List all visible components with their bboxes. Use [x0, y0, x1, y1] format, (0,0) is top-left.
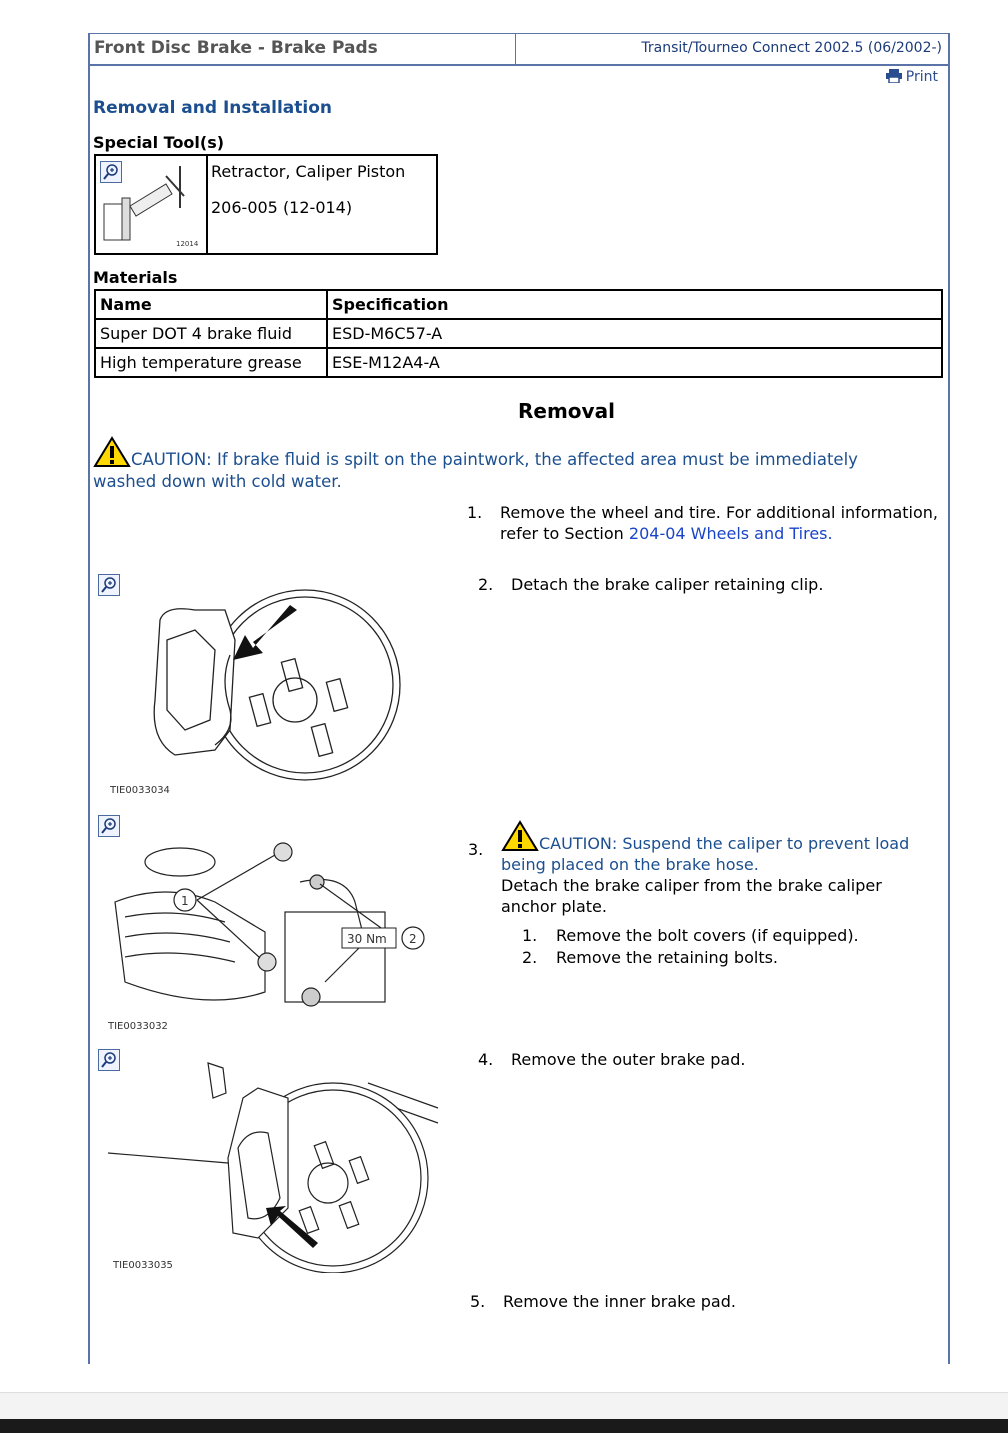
removal-heading: Removal — [518, 399, 615, 423]
print-label: Print — [905, 69, 938, 85]
step-number-1: 1. — [467, 503, 483, 522]
wheels-tires-link[interactable]: 204-04 Wheels and Tires — [628, 524, 828, 543]
bottom-bar — [0, 1392, 1008, 1433]
caution-text: CAUTION: If brake fluid is spilt on the paintwork, the affected area must be immediately washed down with cold water. — [93, 450, 858, 491]
step-2-text: Detach the brake caliper retaining clip. — [511, 575, 824, 594]
materials-heading: Materials — [93, 268, 178, 287]
substep-text: Remove the retaining bolts. — [556, 948, 779, 967]
tool-name: Retractor, Caliper Piston — [211, 162, 406, 181]
step-3 — [501, 820, 921, 917]
callout-1: 1 — [181, 894, 189, 908]
warning-icon — [501, 820, 539, 852]
caliper-clip-illustration — [105, 580, 405, 800]
step-4-text: Remove the outer brake pad. — [511, 1050, 746, 1069]
special-tools-table — [94, 154, 438, 255]
step-1-text: Remove the wheel and tire. For additional information, refer to Section — [500, 503, 939, 543]
step-number-2: 2. — [478, 575, 494, 594]
table-header-row — [95, 290, 942, 319]
document-title: Front Disc Brake - Brake Pads — [88, 33, 516, 64]
printer-icon — [886, 69, 902, 83]
table-row — [95, 319, 942, 348]
material-name: Super DOT 4 brake fluid — [95, 319, 327, 348]
tool-image-label: 12014 — [176, 240, 199, 248]
column-header-name: Name — [95, 290, 327, 319]
figure-label-2: TIE0033032 — [108, 1021, 168, 1032]
vehicle-model: Transit/Tourneo Connect 2002.5 (06/2002-) — [641, 40, 942, 56]
warning-icon — [93, 436, 131, 468]
tool-number: 206-005 (12-014) — [211, 198, 353, 217]
step-number-5: 5. — [470, 1292, 486, 1311]
step-3-text: Detach the brake caliper from the brake caliper anchor plate. — [501, 876, 882, 916]
tool-image — [96, 156, 208, 253]
substep-text: Remove the bolt covers (if equipped). — [556, 926, 859, 945]
table-row — [95, 348, 942, 377]
substep-number: 1. — [522, 926, 538, 945]
material-spec: ESD-M6C57-A — [327, 319, 942, 348]
step-5-text: Remove the inner brake pad. — [503, 1292, 736, 1311]
substep-number: 2. — [522, 948, 538, 967]
taskbar-strip — [0, 1419, 1008, 1433]
column-header-specification: Specification — [327, 290, 942, 319]
caution-caliper — [501, 820, 921, 875]
outer-pad-illustration — [108, 1058, 443, 1273]
material-name: High temperature grease — [95, 348, 327, 377]
torque-label: 30 Nm — [347, 932, 387, 946]
section-title: Removal and Installation — [93, 98, 332, 118]
figure-label-1: TIE0033034 — [110, 785, 170, 796]
materials-table — [94, 289, 943, 378]
step-number-3: 3. — [468, 840, 484, 859]
special-tools-heading: Special Tool(s) — [93, 133, 225, 152]
step-1 — [500, 502, 940, 544]
step-number-4: 4. — [478, 1050, 494, 1069]
caliper-retractor-illustration — [96, 156, 204, 251]
figure-label-3: TIE0033035 — [113, 1260, 173, 1271]
print-button[interactable] — [886, 69, 938, 85]
caution-brake-fluid — [93, 436, 863, 493]
step-1-end: . — [827, 524, 833, 543]
material-spec: ESE-M12A4-A — [327, 348, 942, 377]
callout-2: 2 — [409, 932, 417, 946]
caliper-bolts-illustration — [105, 822, 435, 1037]
caution-caliper-text: CAUTION: Suspend the caliper to prevent load being placed on the brake hose. — [501, 834, 910, 874]
document-header — [88, 33, 948, 66]
